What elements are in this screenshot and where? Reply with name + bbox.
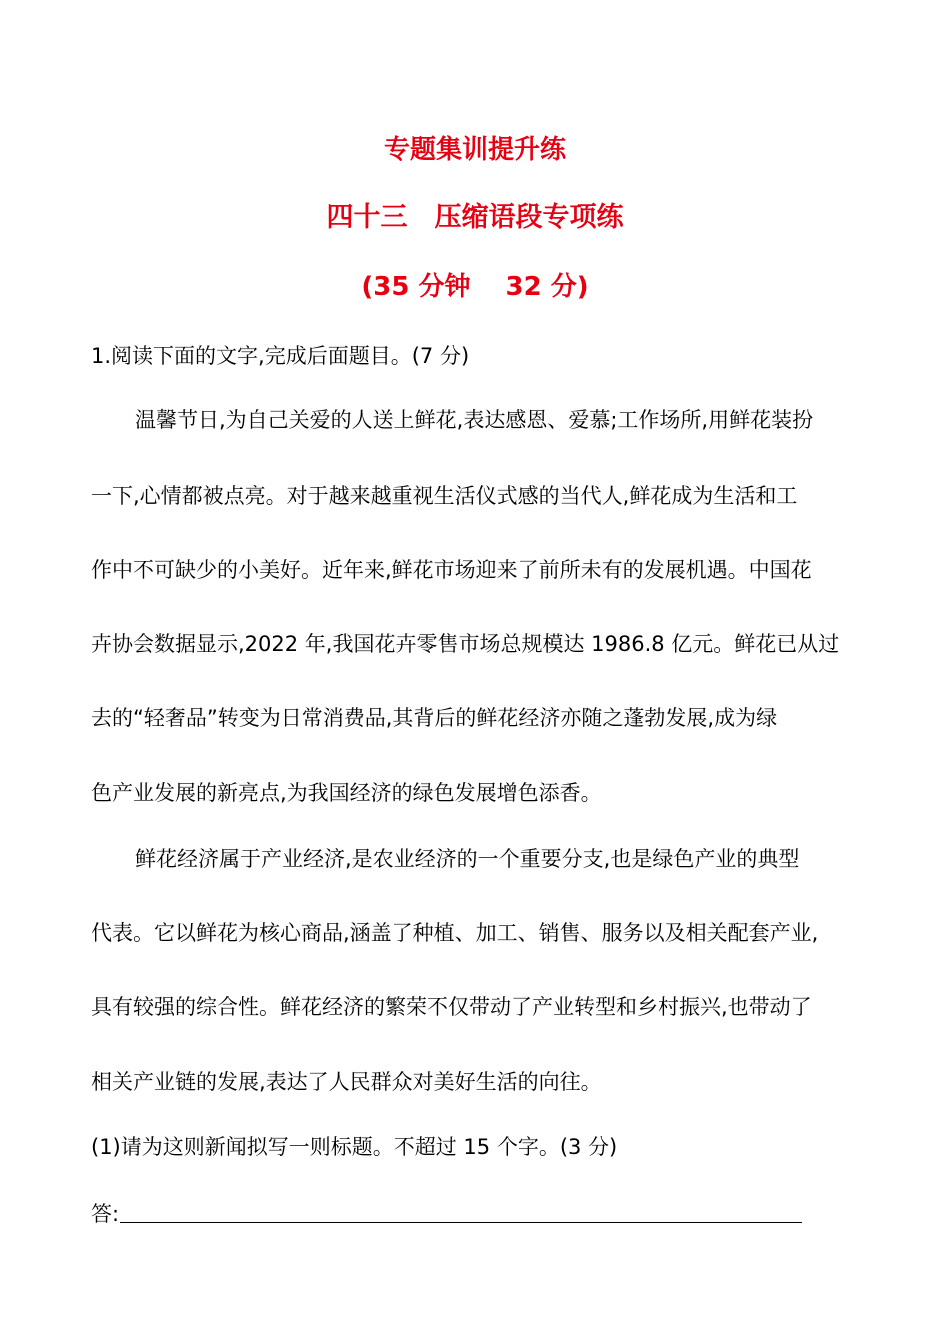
time-score-info: (35 分钟 32 分)	[361, 272, 589, 302]
passage-line: 作中不可缺少的小美好。近年来,鲜花市场迎来了前所未有的发展机遇。中国花	[91, 558, 812, 582]
passage-line: 卉协会数据显示,2022 年,我国花卉零售市场总规模达 1986.8 亿元。鲜花已从过	[91, 632, 840, 656]
passage-line: 代表。它以鲜花为核心商品,涵盖了种植、加工、销售、服务以及相关配套产业,	[91, 921, 819, 945]
unit-title: 四十三 压缩语段专项练	[326, 202, 624, 233]
passage-line: 具有较强的综合性。鲜花经济的繁荣不仅带动了产业转型和乡村振兴,也带动了	[91, 995, 812, 1019]
passage-line: 去的“轻奢品”转变为日常消费品,其背后的鲜花经济亦随之蓬勃发展,成为绿	[91, 706, 778, 730]
question-1-prompt: 1.阅读下面的文字,完成后面题目。(7 分)	[91, 344, 470, 368]
passage-line: 一下,心情都被点亮。对于越来越重视生活仪式感的当代人,鲜花成为生活和工	[91, 484, 798, 508]
passage-line: 鲜花经济属于产业经济,是农业经济的一个重要分支,也是绿色产业的典型	[135, 847, 800, 871]
series-title: 专题集训提升练	[383, 135, 566, 165]
sub-question-1-prompt: (1)请为这则新闻拟写一则标题。不超过 15 个字。(3 分)	[91, 1135, 618, 1159]
passage-line: 温馨节日,为自己关爱的人送上鲜花,表达感恩、爱慕;工作场所,用鲜花装扮	[135, 408, 814, 432]
answer-label: 答:	[91, 1202, 120, 1226]
passage-line: 相关产业链的发展,表达了人民群众对美好生活的向往。	[91, 1070, 602, 1094]
passage-line: 色产业发展的新亮点,为我国经济的绿色发展增色添香。	[91, 781, 602, 805]
answer-blank-line[interactable]	[120, 1222, 802, 1223]
